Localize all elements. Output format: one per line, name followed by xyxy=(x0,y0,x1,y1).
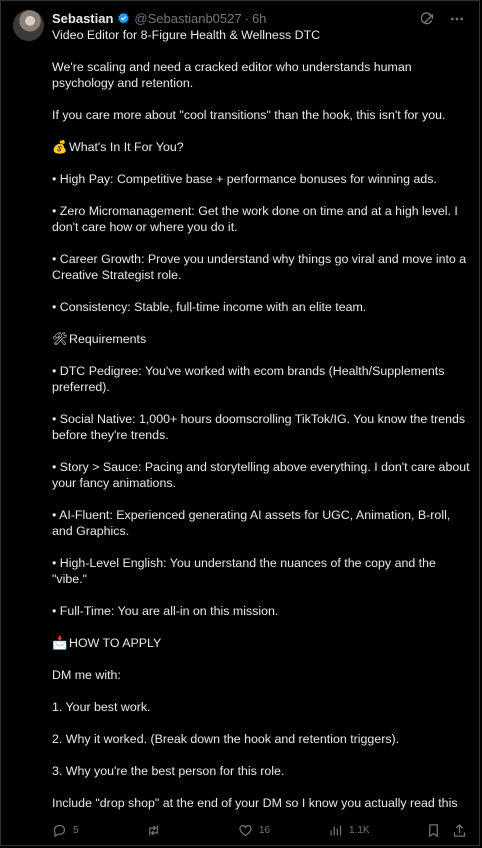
section-heading: 📩 HOW TO APPLY xyxy=(52,636,162,650)
reply-icon xyxy=(52,823,67,838)
bookmark-button[interactable] xyxy=(426,823,441,838)
post-line: Include "drop shop" at the end of your DM so I know you actually read this xyxy=(52,796,458,810)
author-name[interactable]: Sebastian xyxy=(52,10,114,26)
like-button[interactable] xyxy=(238,823,270,838)
repost-icon xyxy=(146,823,161,838)
post-header xyxy=(52,10,266,26)
share-button[interactable] xyxy=(452,823,467,838)
views-icon xyxy=(328,823,343,838)
post-line: • Consistency: Stable, full-time income with an elite team. xyxy=(52,300,367,314)
post-line: Video Editor for 8-Figure Health & Wellness DTC xyxy=(52,28,321,42)
avatar[interactable] xyxy=(13,10,44,41)
post-line: 2. Why it worked. (Break down the hook and retention triggers). xyxy=(52,732,400,746)
tools-icon: 🛠 xyxy=(52,332,68,346)
bookmark-icon xyxy=(426,823,441,838)
reply-button[interactable] xyxy=(52,823,79,838)
money-bag-icon: 💰 xyxy=(52,140,68,154)
post-line: • Full-Time: You are all-in on this mission. xyxy=(52,604,279,618)
post-line: • Story > Sauce: Pacing and storytelling above everything. I don't care about your fancy animations. xyxy=(52,460,470,490)
grok-icon[interactable] xyxy=(418,10,436,28)
post-line: • Zero Micromanagement: Get the work done on time and at a high level. I don't care how or where you do it. xyxy=(52,204,458,234)
post-line: 1. Your best work. xyxy=(52,700,151,714)
post-line: If you care more about "cool transitions" than the hook, this isn't for you. xyxy=(52,108,446,122)
post-line: 3. Why you're the best person for this role. xyxy=(52,764,285,778)
post-line: • High Pay: Competitive base + performance bonuses for winning ads. xyxy=(52,172,437,186)
post-line: DM me with: xyxy=(52,668,121,682)
post-time[interactable]: 6h xyxy=(251,10,267,26)
repost-button[interactable] xyxy=(146,823,167,838)
post-line: We're scaling and need a cracked editor who understands human psychology and retention. xyxy=(52,60,412,90)
post-line: • DTC Pedigree: You've worked with ecom brands (Health/Supplements preferred). xyxy=(52,364,445,394)
post-line: • Social Native: 1,000+ hours doomscrolling TikTok/IG. You know the trends before they're trends. xyxy=(52,412,466,442)
post-line: • Career Growth: Prove you understand why things go viral and move into a Creative Strategist role. xyxy=(52,252,467,282)
author-handle[interactable]: @Sebastianb0527 xyxy=(134,10,242,26)
reply-count: 5 xyxy=(73,824,79,836)
heart-icon xyxy=(238,823,253,838)
action-bar xyxy=(52,820,466,840)
post-top-icons xyxy=(418,10,466,28)
section-heading: 🛠Requirements xyxy=(52,332,147,346)
verified-badge-icon xyxy=(117,12,130,25)
section-heading: 💰 What's In It For You? xyxy=(52,140,184,154)
separator-dot: · xyxy=(244,10,249,26)
post-body xyxy=(52,27,472,827)
more-icon[interactable] xyxy=(448,10,466,28)
views-button[interactable] xyxy=(328,823,370,838)
post-line: • AI-Fluent: Experienced generating AI assets for UGC, Animation, B-roll, and Graphics. xyxy=(52,508,451,538)
like-count: 16 xyxy=(259,824,271,836)
post-line: • High-Level English: You understand the nuances of the copy and the "vibe." xyxy=(52,556,436,586)
share-icon xyxy=(452,823,467,838)
views-count: 1.1K xyxy=(349,824,370,836)
envelope-icon: 📩 xyxy=(52,636,68,650)
